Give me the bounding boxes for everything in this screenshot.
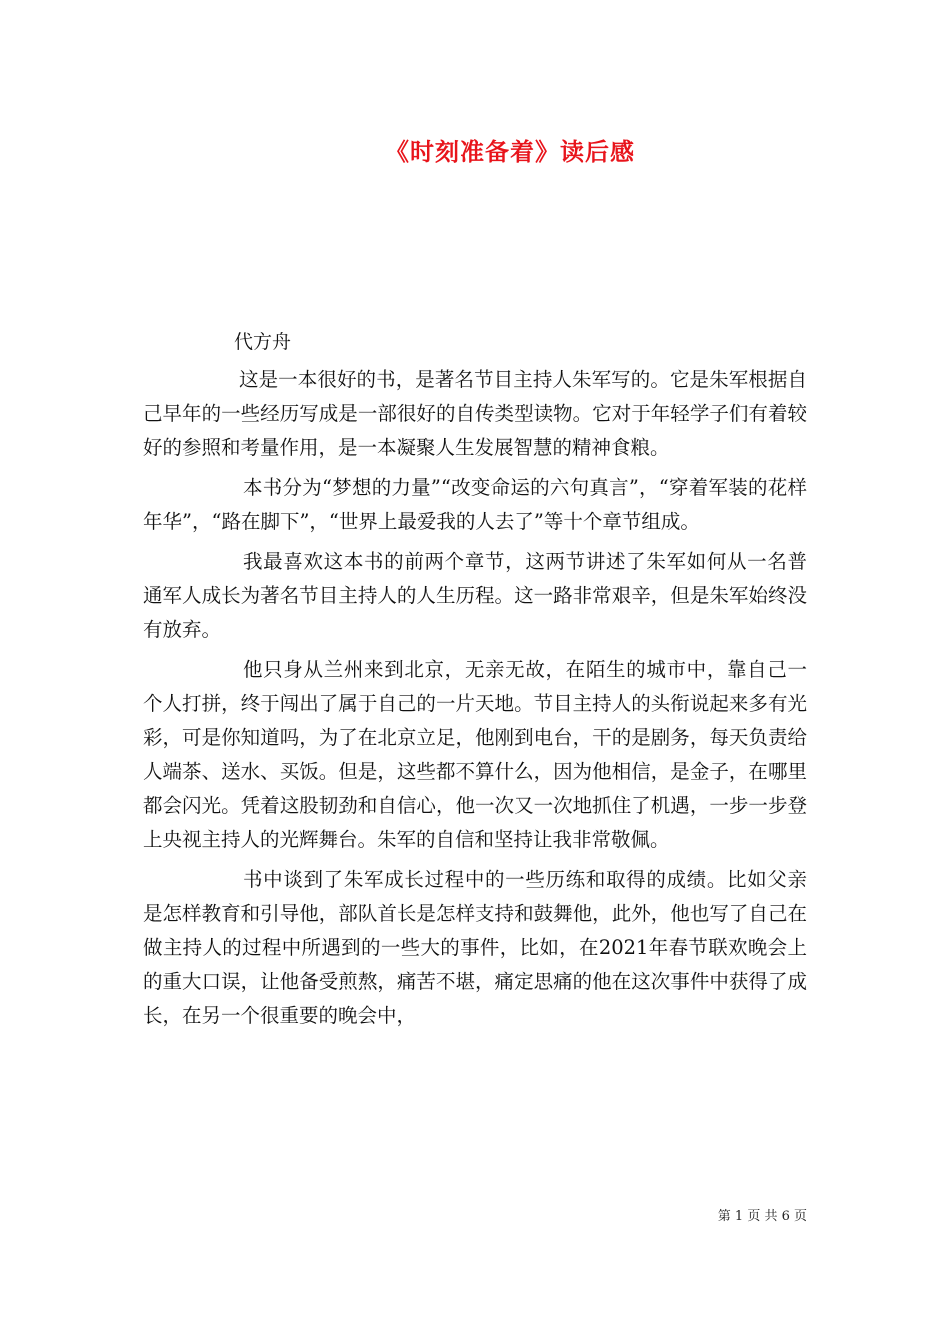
paragraph: 这是一本很好的书，是著名节目主持人朱军写的。它是朱军根据自己早年的一些经历写成是一部很好的自传类型读物。它对于年轻学子们有着较好的参照和考量作用，是一本凝聚人生发展智慧的精神食粮。	[143, 368, 807, 459]
document-body	[143, 363, 807, 1039]
author-name: 代方舟	[234, 331, 292, 353]
paragraph: 书中谈到了朱军成长过程中的一些历练和取得的成绩。比如父亲是怎样教育和引导他，部队首长是怎样支持和鼓舞他，此外，他也写了自己在做主持人的过程中所遇到的一些大的事件，比如，在2021年春节联欢晚会上的重大口误，让他备受煎熬，痛苦不堪，痛定思痛的他在这次事件中获得了成长，在另一个很重要的晚会中，	[143, 868, 807, 1027]
page-number-footer: 第 1 页 共 6 页	[717, 1209, 807, 1224]
paragraph: 他只身从兰州来到北京，无亲无故，在陌生的城市中，靠自己一个人打拼，终于闯出了属于自己的一片天地。节目主持人的头衔说起来多有光彩，可是你知道吗，为了在北京立足，他刚到电台，干的是剧务，每天负责给人端茶、送水、买饭。但是，这些都不算什么，因为他相信，是金子，在哪里都会闪光。凭着这股韧劲和自信心，他一次又一次地抓住了机遇，一步一步登上央视主持人的光辉舞台。朱军的自信和坚持让我非常敬佩。	[143, 658, 807, 851]
paragraph: 我最喜欢这本书的前两个章节，这两节讲述了朱军如何从一名普通军人成长为著名节目主持人的人生历程。这一路非常艰辛，但是朱军始终没有放弃。	[143, 550, 807, 641]
paragraph: 本书分为“梦想的力量”“改变命运的六句真言”，“穿着军装的花样年华”，“路在脚下”，“世界上最爱我的人去了”等十个章节组成。	[143, 476, 807, 533]
page-title: 《时刻准备着》读后感	[385, 137, 635, 166]
